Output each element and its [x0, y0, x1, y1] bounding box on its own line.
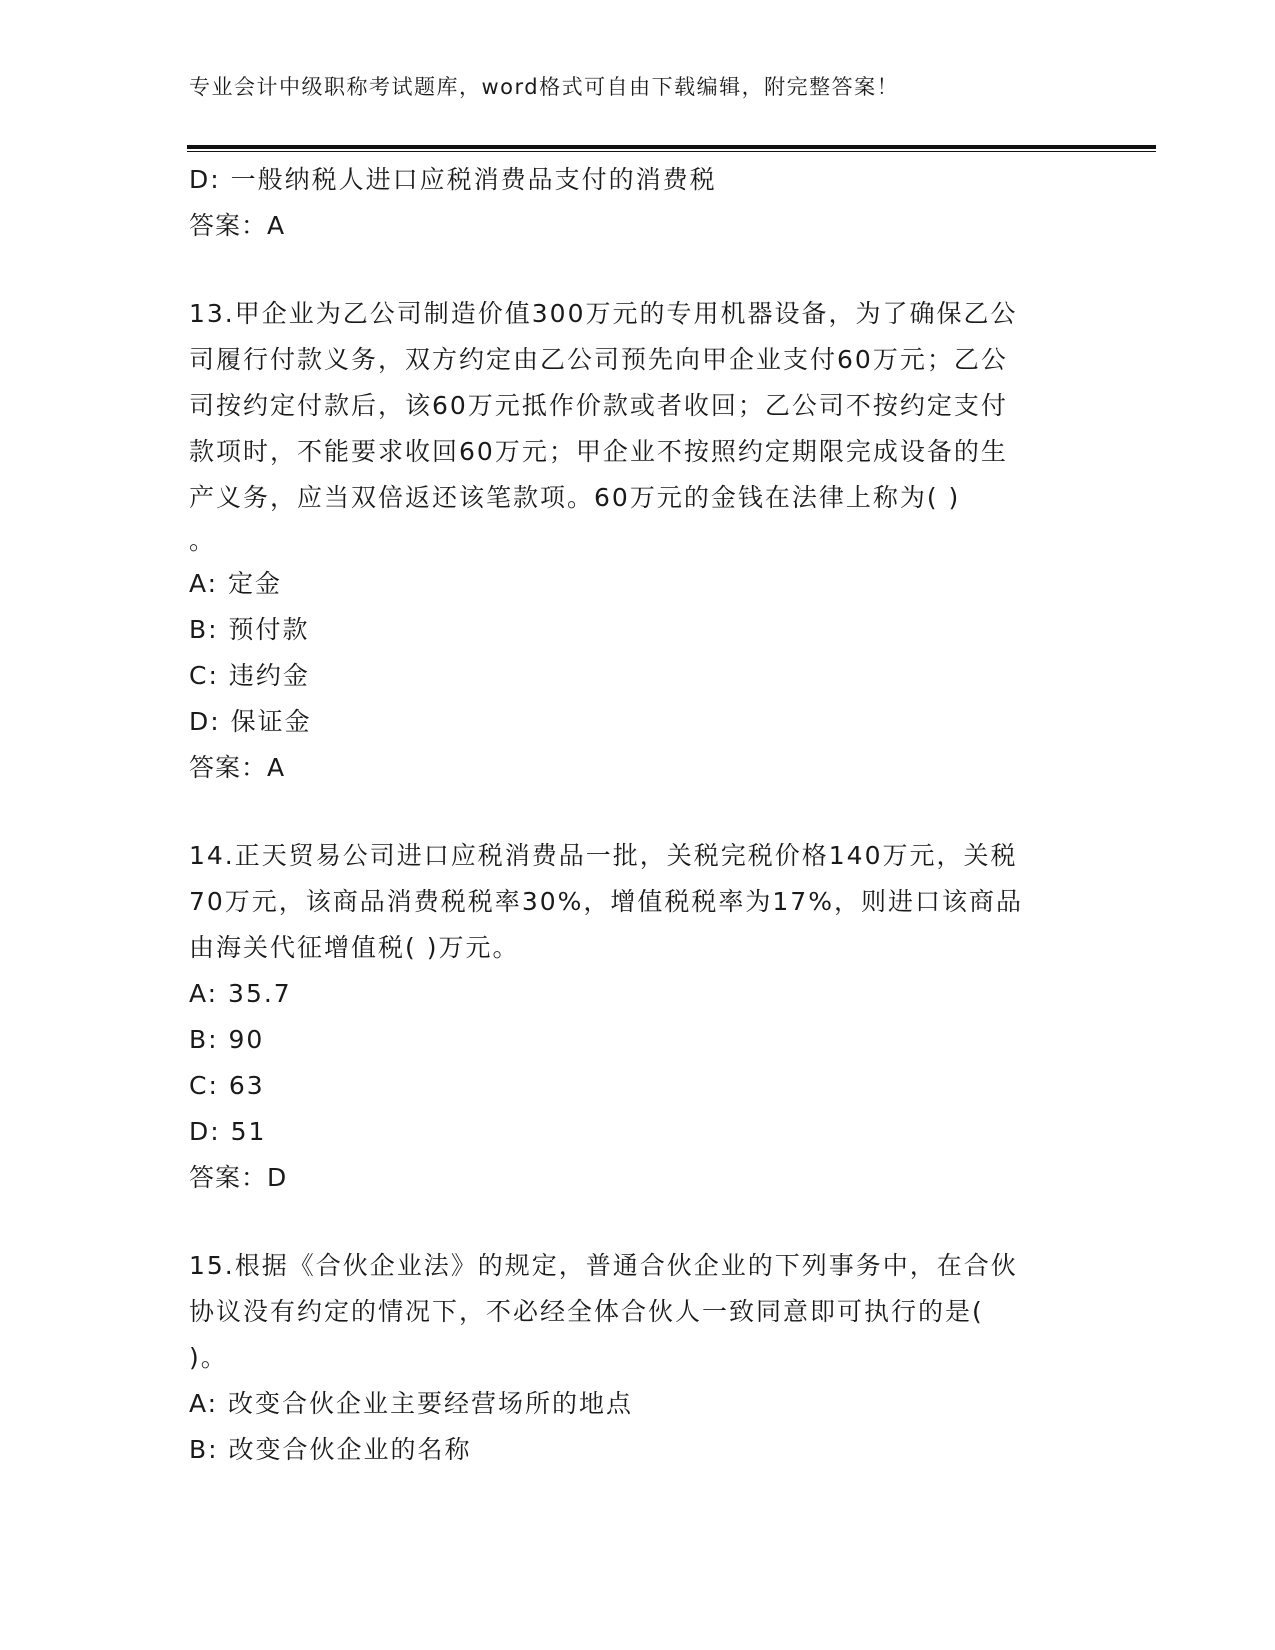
- question-14: [189, 833, 1089, 1201]
- header-rule-thick: [187, 145, 1156, 149]
- question-text-line: 协议没有约定的情况下，不必经全体合伙人一致同意即可执行的是(: [189, 1297, 984, 1326]
- page-header: 专业会计中级职称考试题库，word格式可自由下载编辑，附完整答案！: [189, 75, 900, 99]
- option-b: B: 改变合伙企业的名称: [189, 1435, 472, 1464]
- option-b: B: 90: [189, 1025, 265, 1054]
- option-c: C: 63: [189, 1071, 265, 1100]
- question-text-line: )。: [189, 1343, 228, 1372]
- question-text-line: 70万元，该商品消费税税率30%，增值税税率为17%，则进口该商品: [189, 887, 1023, 916]
- header-rule-thin: [187, 151, 1156, 152]
- question-text-line: 产义务，应当双倍返还该笔款项。60万元的金钱在法律上称为( ): [189, 483, 961, 512]
- question-text-line: 司按约定付款后，该60万元抵作价款或者收回；乙公司不按约定支付: [189, 391, 1008, 420]
- option-c: C: 违约金: [189, 661, 310, 690]
- document-body: [189, 157, 1089, 1473]
- question-15: [189, 1243, 1089, 1473]
- question-13: [189, 291, 1089, 791]
- option-d: D: 一般纳税人进口应税消费品支付的消费税: [189, 165, 717, 194]
- option-d: D: 51: [189, 1117, 267, 1146]
- question-text-line: 15.根据《合伙企业法》的规定，普通合伙企业的下列事务中，在合伙: [189, 1251, 1018, 1280]
- option-a: A: 35.7: [189, 979, 292, 1008]
- option-b: B: 预付款: [189, 615, 310, 644]
- answer: 答案：A: [189, 211, 286, 240]
- question-text-line: 由海关代征增值税( )万元。: [189, 933, 520, 962]
- answer: 答案：A: [189, 753, 286, 782]
- question-text-line: 13.甲企业为乙公司制造价值300万元的专用机器设备，为了确保乙公: [189, 299, 1018, 328]
- option-d: D: 保证金: [189, 707, 312, 736]
- answer: 答案：D: [189, 1163, 288, 1192]
- option-a: A: 改变合伙企业主要经营场所的地点: [189, 1389, 634, 1418]
- option-a: A: 定金: [189, 569, 283, 598]
- question-text-line: 14.正天贸易公司进口应税消费品一批，关税完税价格140万元，关税: [189, 841, 1018, 870]
- question-text-line: 。: [189, 526, 217, 555]
- question-text-line: 司履行付款义务，双方约定由乙公司预先向甲企业支付60万元；乙公: [189, 345, 1008, 374]
- question-text-line: 款项时，不能要求收回60万元；甲企业不按照约定期限完成设备的生: [189, 437, 1008, 466]
